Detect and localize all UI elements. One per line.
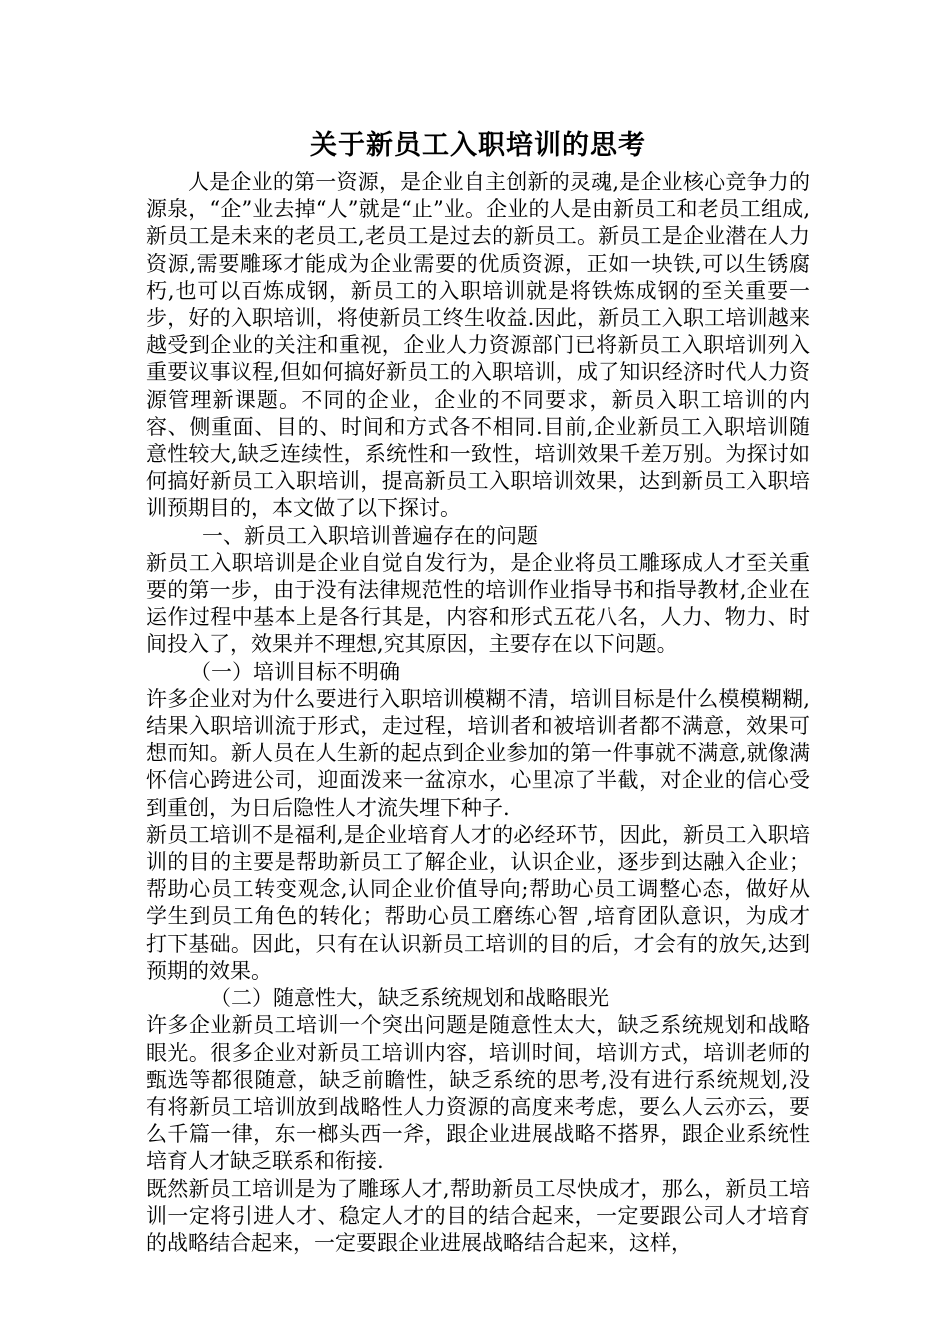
body-paragraph: 新员工入职培训是企业自觉自发行为，是企业将员工雕琢成人才至关重要的第一步，由于没有法律规范性的培训作业指导书和指导教材,企业在运作过程中基本上是各行其是，内容和形式五花八名，人力、物力、时间投入了，效果并不理想,究其原因，主要存在以下问题。: [146, 550, 810, 657]
document-title: 关于新员工入职培训的思考: [310, 130, 646, 161]
subsection-heading-2: （二）随意性大，缺乏系统规划和战略眼光: [210, 986, 609, 1011]
body-paragraph: 许多企业新员工培训一个突出问题是随意性太大，缺乏系统规划和战略眼光。很多企业对新员工培训内容，培训时间，培训方式，培训老师的甄选等都很随意，缺乏前瞻性，缺乏系统的思考,没有进行系统规划,没有将新员工培训放到战略性人力资源的高度来考虑，要么人云亦云，要么千篇一律，东一榔头西一斧，跟企业进展战略不搭界，跟企业系统性培育人才缺乏联系和衔接.: [146, 1013, 810, 1174]
document-page: [146, 128, 810, 1257]
subsection-heading-1: （一）培训目标不明确: [190, 659, 400, 684]
body-paragraph: 既然新员工培训是为了雕琢人才,帮助新员工尽快成才，那么，新员工培训一定将引进人才、稳定人才的目的结合起来，一定要跟公司人才培育的战略结合起来，一定要跟企业进展战略结合起来，这样，: [146, 1176, 810, 1255]
body-paragraph: 许多企业对为什么要进行入职培训模糊不清，培训目标是什么模模糊糊,结果入职培训流于形式，走过程，培训者和被培训者都不满意，效果可想而知。新人员在人生新的起点到企业参加的第一件事就不满意,就像满怀信心跨进公司，迎面泼来一盆凉水，心里凉了半截，对企业的信心受到重创，为日后隐性人才流失埋下种子.: [146, 686, 810, 820]
body-paragraph: 新员工培训不是福利,是企业培育人才的必经环节，因此，新员工入职培训的目的主要是帮助新员工了解企业，认识企业，逐步到达融入企业；帮助心员工转变观念,认同企业价值导向;帮助心员工调整心态，做好从学生到员工角色的转化；帮助心员工磨练心智 ,培育团队意识，为成才打下基础。因此，只有在认识新员工培训的目的后，才会有的放矢,达到预期的效果。: [146, 822, 810, 983]
intro-paragraph: 人是企业的第一资源，是企业自主创新的灵魂,是企业核心竞争力的源泉，“企”业去掉“人”就是“止”业。企业的人是由新员工和老员工组成,新员工是未来的老员工,老员工是过去的新员工。新员工是企业潜在人力资源,需要雕琢才能成为企业需要的优质资源，正如一块铁,可以生锈腐朽,也可以百炼成钢，新员工的入职培训就是将铁炼成钢的至关重要一步，好的入职培训，将使新员工终生收益.因此，新员工入职工培训越来越受到企业的关注和重视，企业人力资源部门已将新员工入职培训列入重要议事议程,但如何搞好新员工的入职培训，成了知识经济时代人力资源管理新课题。不同的企业，企业的不同要求，新员入职工培训的内容、侧重面、目的、时间和方式各不相同.目前,企业新员工入职培训随意性较大,缺乏连续性，系统性和一致性，培训效果千差万别。为探讨如何搞好新员工入职培训，提高新员工入职培训效果，达到新员工入职培训预期目的，本文做了以下探讨。: [146, 170, 810, 521]
section-heading-1: 一、新员工入职培训普遍存在的问题: [202, 523, 538, 548]
